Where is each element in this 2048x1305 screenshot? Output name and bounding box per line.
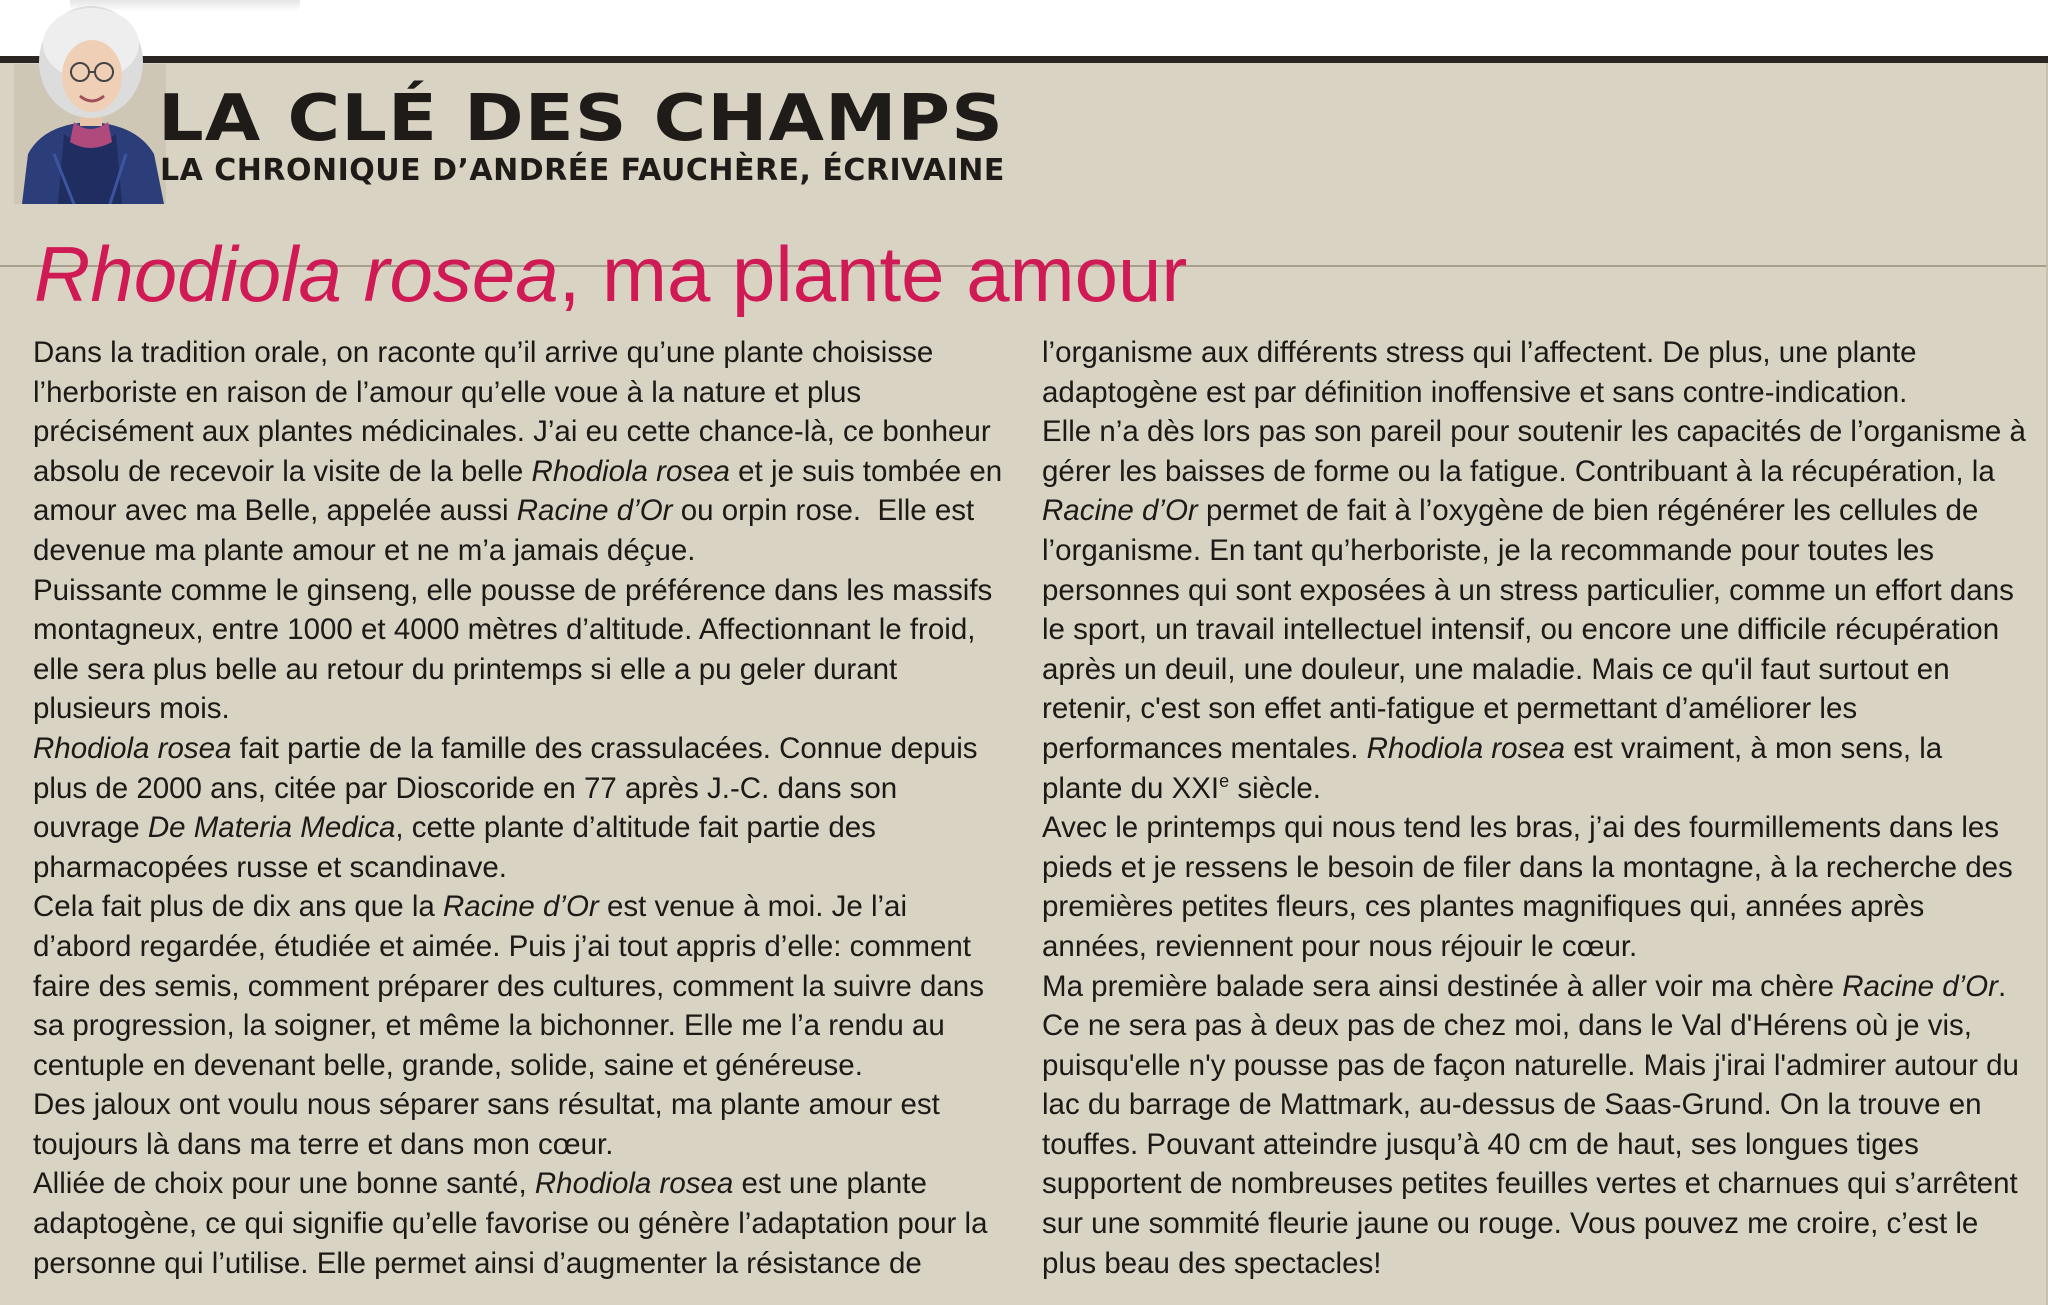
italic-term: Racine d’Or — [1842, 969, 1998, 1003]
text-run: Dans la tradition orale, on raconte qu’il arrive qu’une plante choisisse l’herboriste en raison de l’amour qu’elle voue à la nature et plus précisément aux plantes médicinales. J’ai eu cette chance-là, ce bonheur absolu de recevoir la visite de la belle — [33, 336, 999, 488]
article-paragraph — [33, 1085, 1008, 1164]
article-paragraph — [1042, 412, 2035, 808]
italic-term: Rhodiola rosea — [534, 1167, 734, 1201]
superscript: e — [1219, 770, 1230, 791]
article-paragraph — [1042, 808, 2027, 966]
author-portrait-icon — [14, 4, 166, 204]
text-run: Ma première balade sera ainsi destinée à aller voir ma chère — [1042, 969, 1843, 1003]
article-paragraph — [1042, 967, 2027, 1284]
article-paragraph — [33, 333, 1011, 571]
article-column-left — [33, 333, 1011, 1283]
italic-term: Racine d’Or — [442, 890, 599, 924]
text-run: fait partie de la famille des crassulacées. Connue depuis plus de 2000 ans, citée par Dioscoride en 77 après J.-C. dans son ouvrage — [33, 731, 986, 845]
italic-term: Rhodiola rosea — [531, 454, 730, 488]
text-run: . Ce ne sera pas à deux pas de chez moi, dans le Val d'Hérens où je vis, puisqu'elle n'y pousse pas de façon naturelle. Mais j'irai l'admirer autour du lac du barrage de Mattmark, au-dessus de Saas-Grund. On la trouve en touffes. Pouvant atteindre jusqu’à 40 cm de haut, ses longues tiges supportent de nombreuses petites feuilles vertes et charnues qui s’arrêtent sur une sommité fleurie jaune ou rouge. Vous pouvez me croire, c’est le plus beau des spectacles! — [1042, 969, 2028, 1280]
text-run: Puissante comme le ginseng, elle pousse de préférence dans les massifs montagneux, entre 1000 et 4000 mètres d’altitude. Affectionnant le froid, elle sera plus belle au retour du printemps si elle a pu geler durant plusieurs mois. — [33, 573, 1001, 726]
text-run: permet de fait à l’oxygène de bien régénérer les cellules de l’organisme. En tant qu’herboriste, je la recommande pour toutes les personnes qui sont exposées à un stress particulier, comme un effort dans le sport, un travail intellectuel intensif, ou encore une difficile récupération après un deuil, une douleur, une maladie. Mais ce qu'il faut surtout en retenir, c'est son effet anti-fatigue et permettant d’améliorer les performances mentales. — [1042, 494, 2023, 765]
text-run: est vraiment, à mon sens, la plante du XXI — [1042, 731, 1951, 805]
text-run: est venue à moi. Je l’ai d’abord regardée, étudiée et aimée. Puis j’ai tout appris d’elle: comment faire des semis, comment préparer des cultures, comment la suivre dans sa progression, la soigner, et même la bichonner. Elle me l’a rendu au centuple en devenant belle, grande, solide, saine et généreuse. — [33, 890, 993, 1082]
text-run: Des jaloux ont voulu nous séparer sans résultat, ma plante amour est toujours là dans ma terre et dans mon cœur. — [33, 1088, 948, 1161]
article-paragraph — [33, 571, 1008, 729]
italic-term: Rhodiola rosea — [1366, 731, 1566, 765]
section-kicker: LA CLÉ DES CHAMPS — [158, 82, 1004, 156]
text-run: siècle. — [1229, 771, 1321, 805]
top-rule — [0, 56, 2048, 63]
text-run: Avec le printemps qui nous tend les bras, j’ai des fourmillements dans les pieds et je ressens le besoin de filer dans la montagne, à la recherche des premières petites fleurs, ces plantes magnifiques qui, années après années, reviennent pour nous réjouir le cœur. — [1042, 811, 2022, 963]
text-run: , cette plante d’altitude fait partie des pharmacopées russe et scandinave. — [33, 811, 885, 884]
italic-term: Racine d’Or — [516, 494, 673, 528]
italic-term: Rhodiola rosea — [33, 731, 232, 765]
italic-term: Racine d’Or — [1042, 494, 1198, 528]
text-run: Cela fait plus de dix ans que la — [33, 890, 443, 924]
text-run: Alliée de choix pour une bonne santé, — [33, 1167, 535, 1201]
italic-term: De Materia Medica — [147, 811, 396, 845]
headline-rest: , ma plante amour — [558, 230, 1188, 318]
text-run: Elle n’a dès lors pas son pareil pour soutenir les capacités de l’organisme à gérer les baisses de forme ou la fatigue. Contribuant à la récupération, la — [1042, 415, 2035, 488]
article-column-right — [1042, 333, 2035, 1283]
text-run: est une plante adaptogène, ce qui signifie qu’elle favorise ou génère l’adaptation pour la personne qui l’utilise. Elle permet ainsi d’augmenter la résistance de — [33, 1167, 996, 1280]
text-run: et je suis tombée en amour avec ma Belle, appelée aussi — [33, 454, 1011, 528]
article-paragraph — [33, 729, 1008, 887]
text-run: ou orpin rose. Elle est devenue ma plante amour et ne m’a jamais déçue. — [33, 494, 983, 567]
article-paragraph — [33, 1164, 1008, 1283]
text-run: l’organisme aux différents stress qui l’affectent. De plus, une plante adaptogène est par définition inoffensive et sans contre-indication. — [1042, 336, 1925, 409]
article-paragraph — [1042, 333, 2027, 412]
article-paragraph — [33, 887, 1008, 1085]
section-byline: LA CHRONIQUE D’ANDRÉE FAUCHÈRE, ÉCRIVAINE — [160, 153, 1005, 188]
headline-italic: Rhodiola rosea — [34, 230, 559, 318]
article-headline — [34, 228, 1187, 320]
